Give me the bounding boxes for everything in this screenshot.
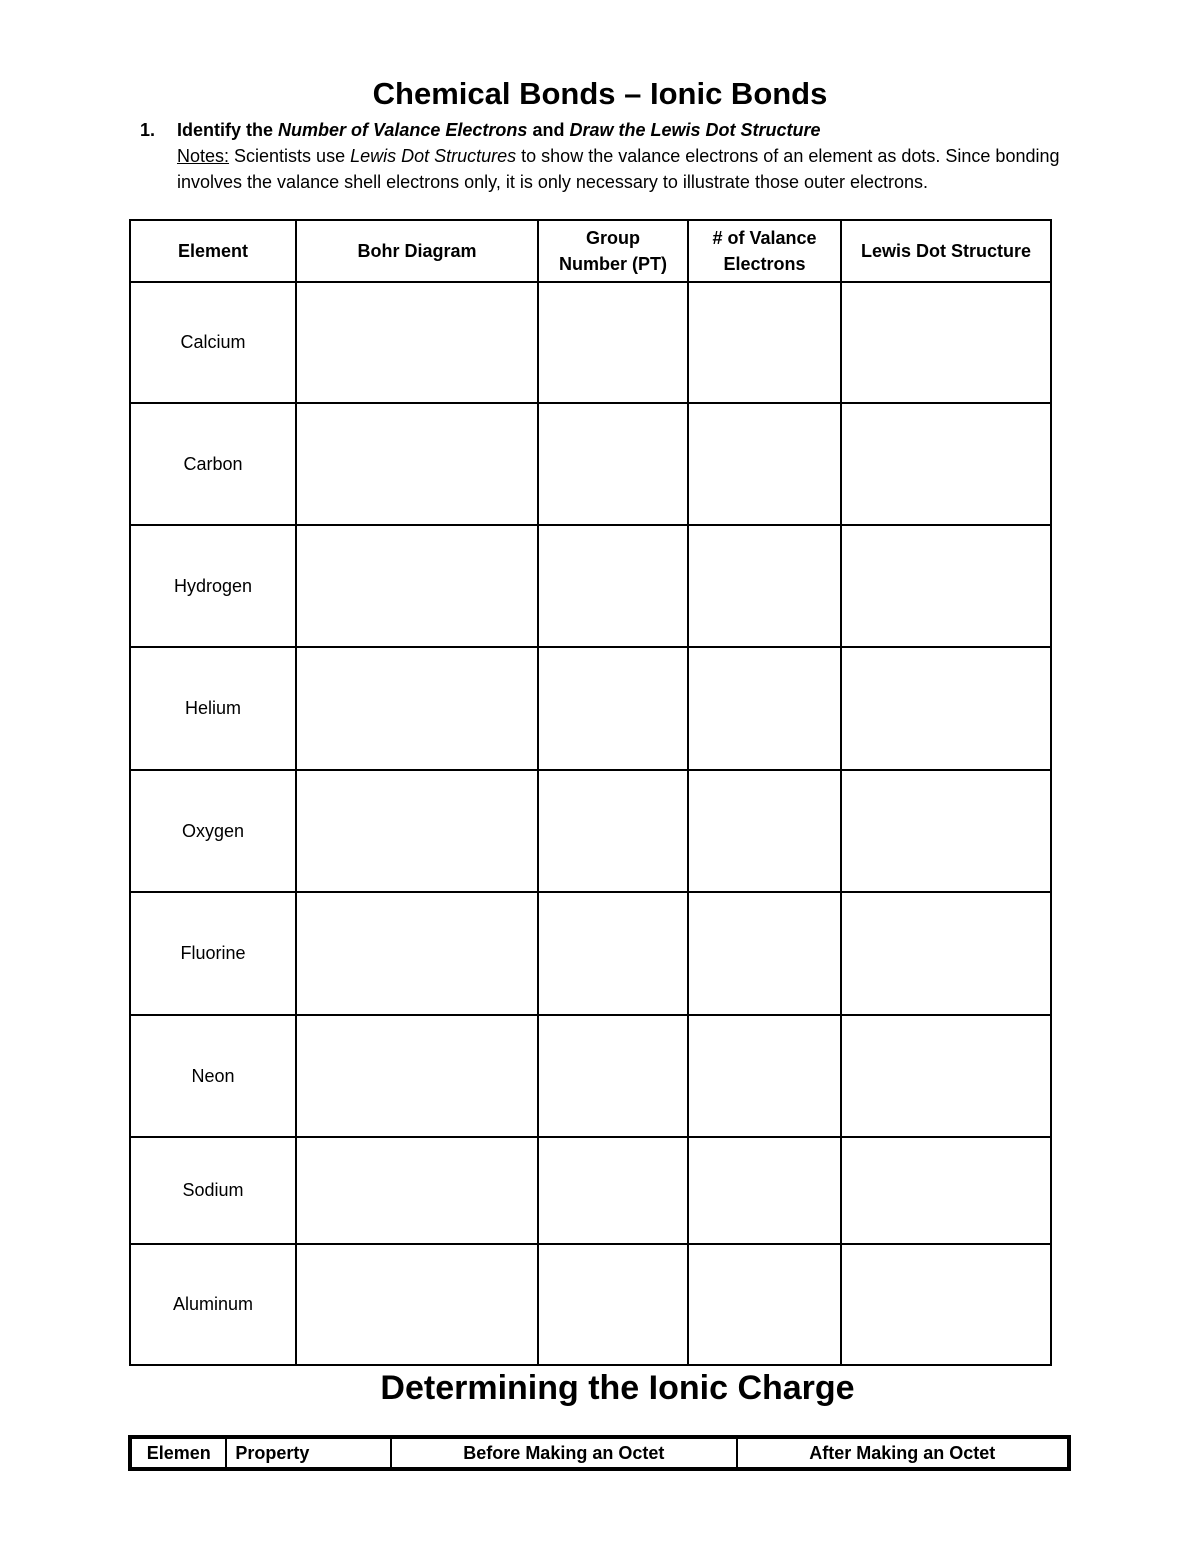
element-name: Sodium <box>130 1137 296 1244</box>
element-name: Aluminum <box>130 1244 296 1365</box>
bohr-cell[interactable] <box>296 770 538 892</box>
question-heading <box>177 117 1060 143</box>
bohr-cell[interactable] <box>296 1244 538 1365</box>
element-name: Calcium <box>130 282 296 403</box>
elements-table <box>129 219 1052 1366</box>
header-bohr-diagram: Bohr Diagram <box>296 220 538 282</box>
group-cell[interactable] <box>538 1015 688 1137</box>
group-cell[interactable] <box>538 282 688 403</box>
bohr-cell[interactable] <box>296 403 538 525</box>
element-name: Carbon <box>130 403 296 525</box>
bohr-cell[interactable] <box>296 282 538 403</box>
header-element: Elemen <box>130 1437 226 1469</box>
valance-cell[interactable] <box>688 525 841 647</box>
heading-italic: Draw the Lewis Dot Structure <box>569 120 821 140</box>
lewis-cell[interactable] <box>841 647 1051 770</box>
group-cell[interactable] <box>538 525 688 647</box>
notes <box>177 143 1060 195</box>
bohr-cell[interactable] <box>296 1137 538 1244</box>
header-before-octet: Before Making an Octet <box>391 1437 736 1469</box>
group-cell[interactable] <box>538 1244 688 1365</box>
section-heading: Determining the Ionic Charge <box>380 1369 855 1407</box>
element-name: Neon <box>130 1015 296 1137</box>
table-header-row <box>130 220 1051 282</box>
group-cell[interactable] <box>538 770 688 892</box>
notes-label: Notes: <box>177 146 230 166</box>
ionic-charge-table <box>128 1435 1071 1471</box>
table-row <box>130 892 1051 1015</box>
valance-cell[interactable] <box>688 282 841 403</box>
header-group-number: Group Number (PT) <box>538 220 688 282</box>
valance-cell[interactable] <box>688 1015 841 1137</box>
notes-text: Scientists use <box>229 146 351 166</box>
heading-italic: Number of Valance Electrons <box>278 120 528 140</box>
lewis-cell[interactable] <box>841 525 1051 647</box>
heading-text: and <box>527 120 570 140</box>
lewis-cell[interactable] <box>841 892 1051 1015</box>
lewis-cell[interactable] <box>841 403 1051 525</box>
element-name: Hydrogen <box>130 525 296 647</box>
element-name: Oxygen <box>130 770 296 892</box>
table-header-row <box>130 1437 1069 1469</box>
question-number: 1. <box>140 120 156 140</box>
lewis-cell[interactable] <box>841 1015 1051 1137</box>
table-row <box>130 525 1051 647</box>
notes-italic: Lewis Dot Structures <box>350 146 517 166</box>
table-row <box>130 1137 1051 1244</box>
lewis-cell[interactable] <box>841 1244 1051 1365</box>
table-row <box>130 403 1051 525</box>
table-row <box>130 770 1051 892</box>
group-cell[interactable] <box>538 1137 688 1244</box>
table-row <box>130 282 1051 403</box>
lewis-cell[interactable] <box>841 282 1051 403</box>
question-block <box>140 117 1060 195</box>
valance-cell[interactable] <box>688 403 841 525</box>
element-name: Fluorine <box>130 892 296 1015</box>
heading-text: Identify the <box>177 120 279 140</box>
header-property: Property <box>226 1437 391 1469</box>
table-row <box>130 1015 1051 1137</box>
bohr-cell[interactable] <box>296 647 538 770</box>
valance-cell[interactable] <box>688 770 841 892</box>
header-element: Element <box>130 220 296 282</box>
group-cell[interactable] <box>538 892 688 1015</box>
header-valance-electrons: # of Valance Electrons <box>688 220 841 282</box>
valance-cell[interactable] <box>688 892 841 1015</box>
page-title: Chemical Bonds – Ionic Bonds <box>372 76 828 111</box>
bohr-cell[interactable] <box>296 525 538 647</box>
bohr-cell[interactable] <box>296 892 538 1015</box>
valance-cell[interactable] <box>688 1137 841 1244</box>
notes-text: to show the valance electrons of an element as dots. Since bonding involves the valance shell electrons only, it is only necessary to illustrate those outer electrons. <box>177 146 1060 192</box>
valance-cell[interactable] <box>688 1244 841 1365</box>
table-row <box>130 1244 1051 1365</box>
valance-cell[interactable] <box>688 647 841 770</box>
header-lewis-dot: Lewis Dot Structure <box>841 220 1051 282</box>
group-cell[interactable] <box>538 647 688 770</box>
element-name: Helium <box>130 647 296 770</box>
table-row <box>130 647 1051 770</box>
bohr-cell[interactable] <box>296 1015 538 1137</box>
header-after-octet: After Making an Octet <box>737 1437 1069 1469</box>
lewis-cell[interactable] <box>841 770 1051 892</box>
group-cell[interactable] <box>538 403 688 525</box>
lewis-cell[interactable] <box>841 1137 1051 1244</box>
